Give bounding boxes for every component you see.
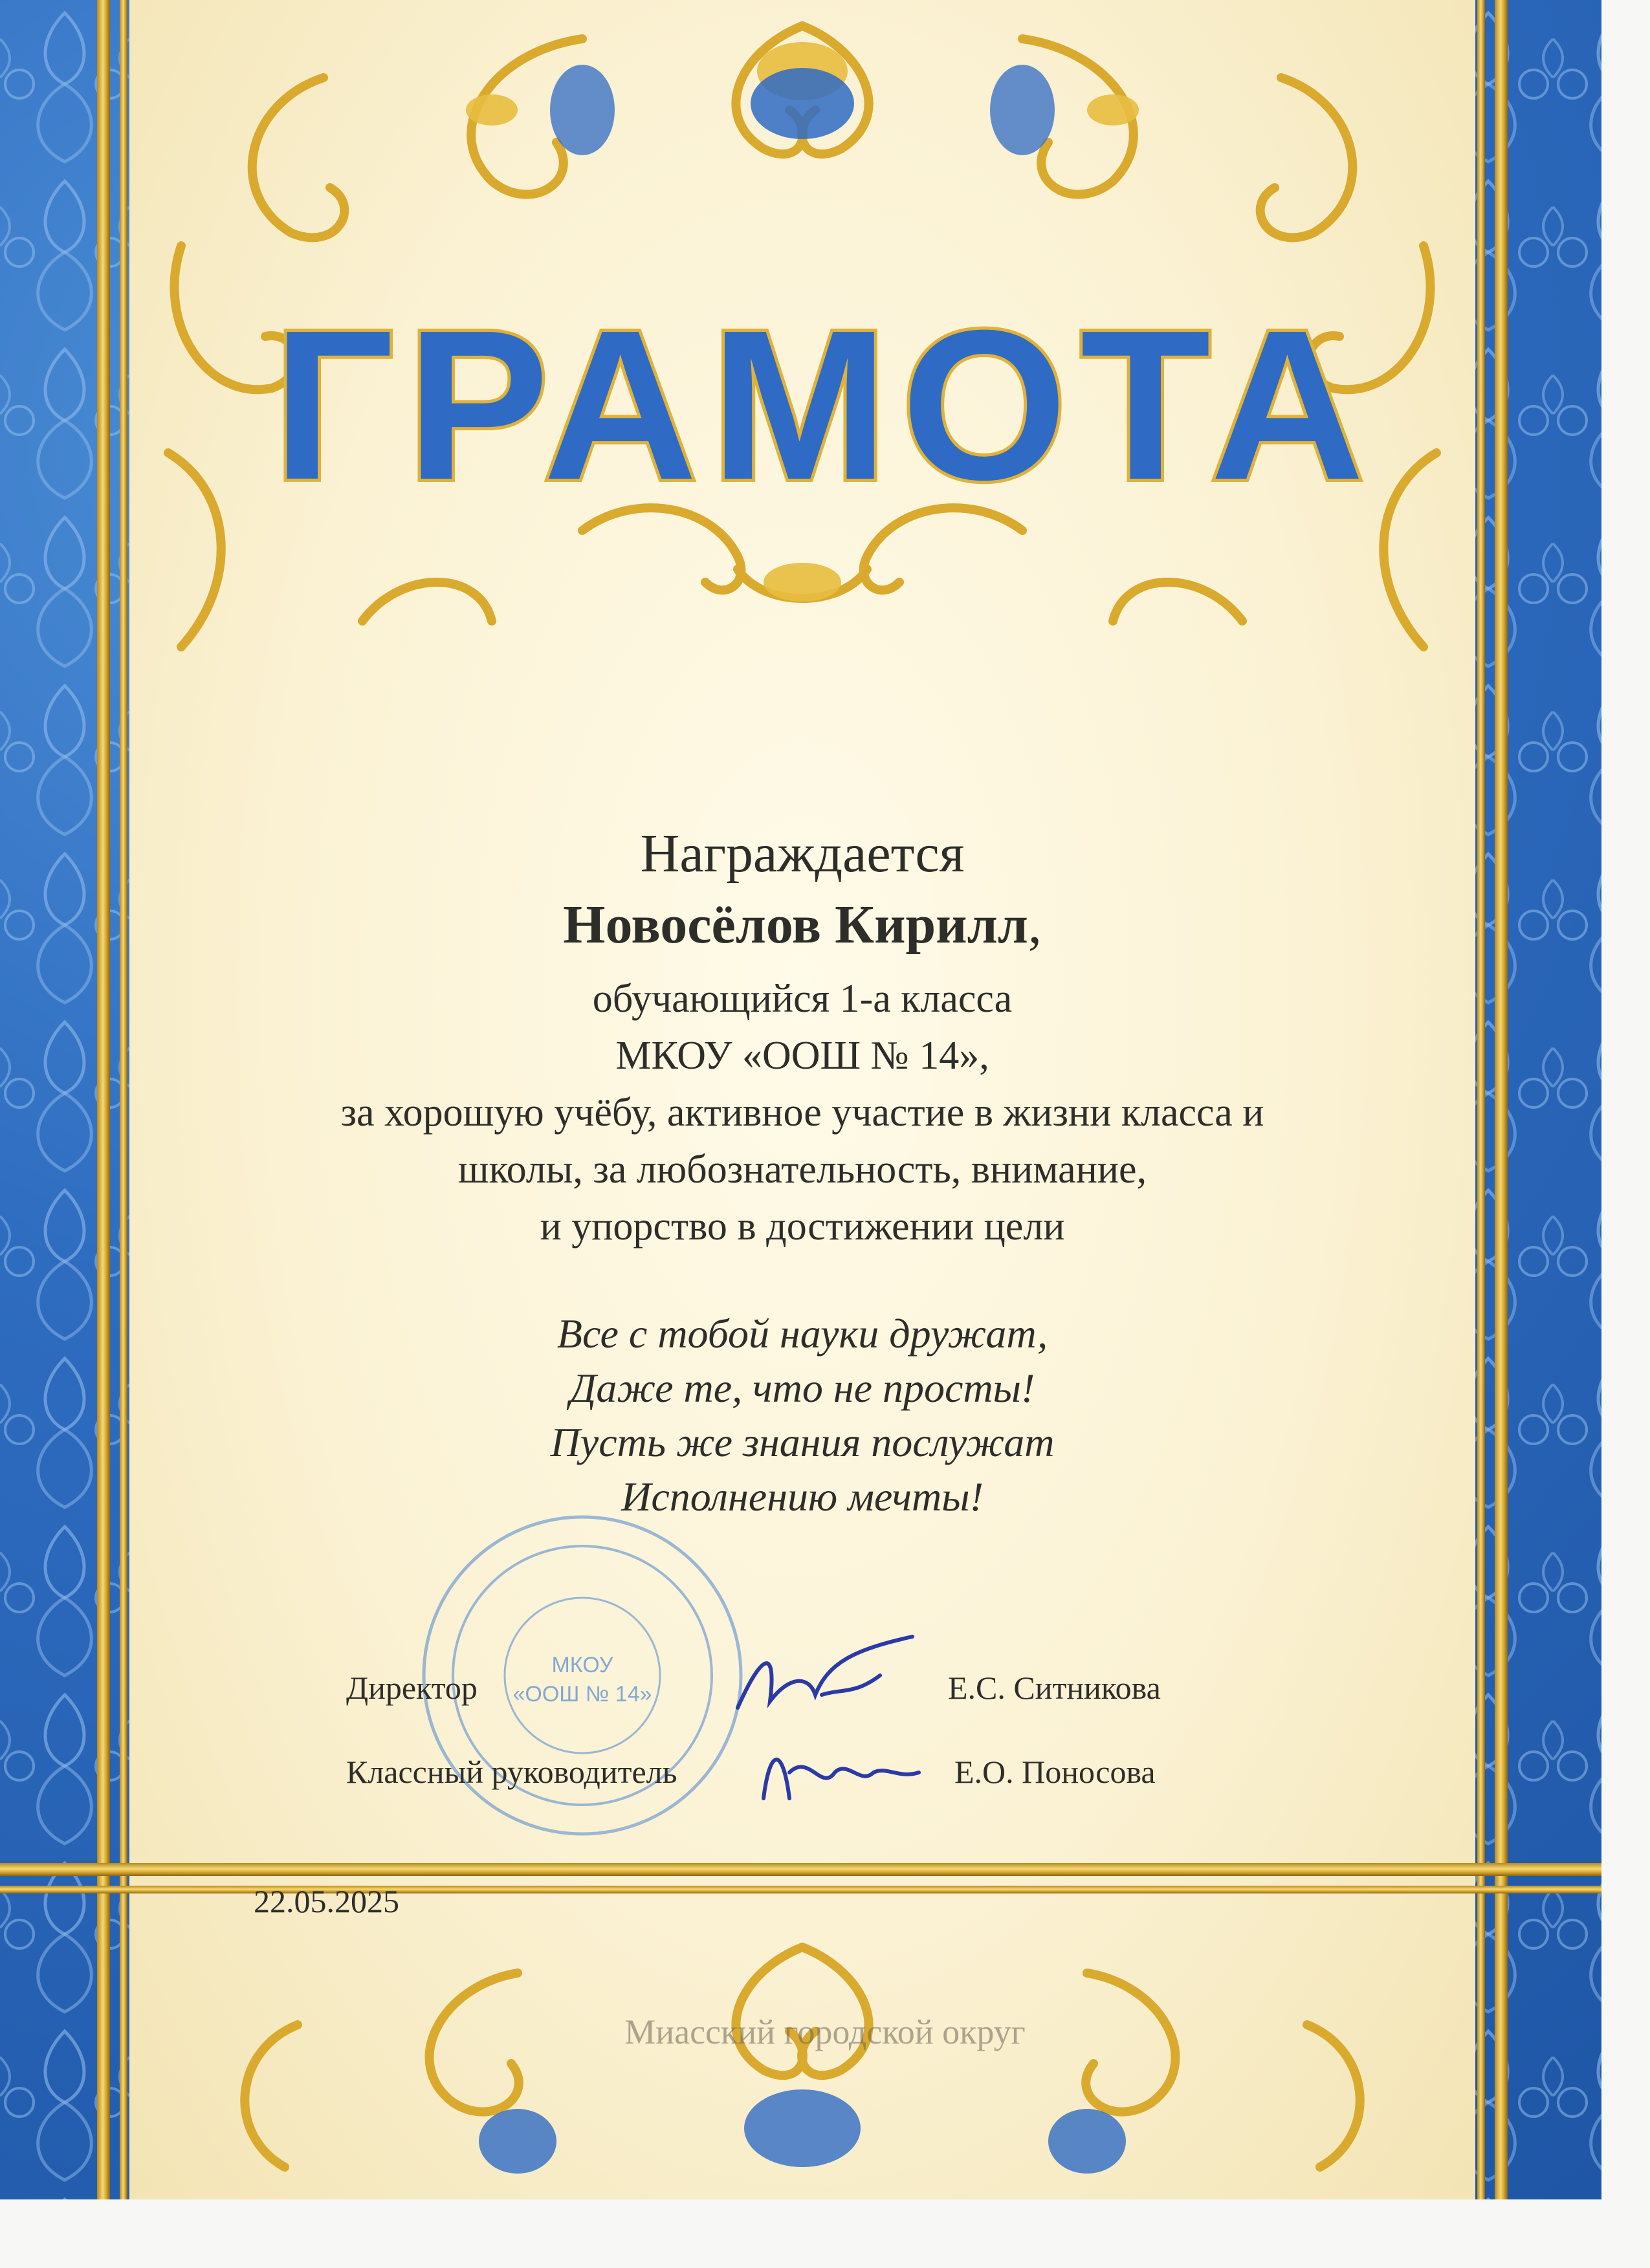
body-line: МКОУ «ООШ № 14», [615, 1034, 989, 1078]
teacher-role: Классный руководитель [346, 1754, 677, 1790]
body-line: за хорошую учёбу, активное участие в жизни класса и [340, 1091, 1264, 1135]
title-graphic [0, 285, 1650, 518]
gold-rail-bottom-outer [0, 1863, 1601, 1876]
gold-rail-bottom-inner [0, 1886, 1601, 1893]
poem-line: Исполнению мечты! [621, 1474, 984, 1520]
award-reason [129, 970, 1475, 1255]
issue-date: 22.05.2025 [254, 1883, 399, 1919]
scan-edge-right [1601, 0, 1650, 2268]
poem-line: Даже те, что не просты! [569, 1365, 1035, 1411]
poem-line: Все с тобой науки дружат, [556, 1311, 1048, 1357]
body-line: школы, за любознательность, внимание, [457, 1148, 1147, 1192]
director-role: Директор [346, 1670, 478, 1706]
page-title: ГРАМОТА [272, 285, 1378, 518]
recipient-comma: , [1028, 895, 1042, 955]
recipient-name: Новосёлов Кирилл [563, 895, 1028, 955]
poem [129, 1307, 1475, 1524]
body-line: обучающийся 1-а класса [592, 977, 1013, 1021]
svg-text:МКОУ: МКОУ [551, 1653, 613, 1677]
poem-line: Пусть же знания послужат [550, 1419, 1055, 1465]
director-name: Е.С. Ситникова [948, 1670, 1161, 1706]
awarded-label: Награждается [640, 823, 965, 884]
teacher-name: Е.О. Поносова [954, 1754, 1156, 1790]
body-line: и упорство в достижении цели [540, 1205, 1065, 1248]
director-signature [725, 1624, 919, 1734]
recipient-line [129, 893, 1475, 957]
footer-location: Миасский городской округ [624, 2012, 1026, 2051]
teacher-signature [751, 1734, 925, 1818]
scan-edge-bottom [0, 2199, 1650, 2268]
svg-text:«ООШ № 14»: «ООШ № 14» [512, 1682, 652, 1706]
